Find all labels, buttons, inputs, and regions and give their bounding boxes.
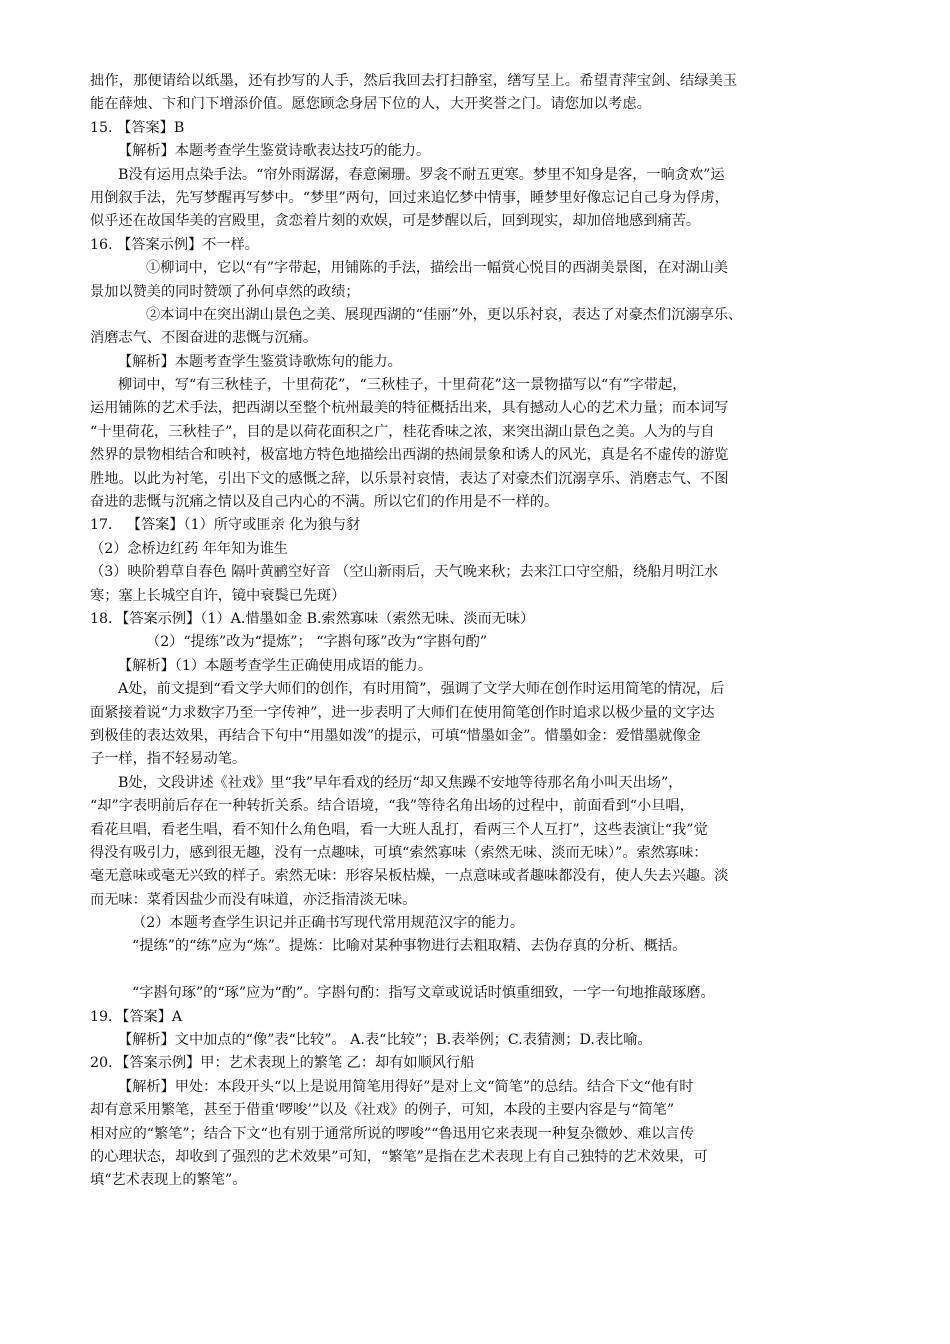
answer-heading-18: 18．【答案示例】（1）A.惜墨如金 B.索然寡味（索然无味、淡而无味） <box>90 610 535 627</box>
text-line: 相对应的“繁笔”；结合下文“也有别于通常所说的啰唆”“鲁迅用它来表现一种复杂微妙、难以言传 <box>90 1125 694 1142</box>
text-line: 用倒叙手法，先写梦醒再写梦中。“梦里”两句，回过来追忆梦中情事，睡梦里好像忘记自己身为俘虏， <box>90 189 729 206</box>
blank-line <box>90 959 862 982</box>
text-line: “却”字表明前后存在一种转折关系。结合语境，“我”等待名角出场的过程中，前面看到“小旦唱， <box>90 798 694 815</box>
text-line: A处，前文提到“看文学大师们的创作，有时用简”，强调了文学大师在创作时运用简笔的情况，后 <box>118 681 725 698</box>
text-line: 寒；塞上长城空自许，镜中衰鬓已先斑） <box>90 587 346 604</box>
text-line: “十里荷花，三秋桂子”，目的是以荷花面积之广，桂花香味之浓，来突出湖山景色之美。人为的与自 <box>90 423 715 440</box>
text-line: 然界的景物相结合和映衬，极富地方特色地描绘出西湖的热闹景象和诱人的风光，真是名不虚传的游览 <box>90 447 729 464</box>
analysis-line: 【解析】本题考查学生鉴赏诗歌表达技巧的能力。 <box>118 143 431 160</box>
text-line: B处，文段讲述《社戏》里“我”早年看戏的经历“却又焦躁不安地等待那名角小叫天出场”， <box>118 774 683 791</box>
text-line: 的心理状态，却收到了强烈的艺术效果”可知，“繁笔”是指在艺术表现上有自己独特的艺术效果，可 <box>90 1148 708 1165</box>
text-line: 奋进的悲慨与沉痛之情以及自己内心的不满。所以它们的作用是不一样的。 <box>90 494 559 511</box>
text-line: 却有意采用繁笔，甚至于借重‘啰唆’”以及《社戏》的例子，可知，本段的主要内容是与“简笔” <box>90 1102 675 1119</box>
text-line: 拙作，那便请给以纸墨，还有抄写的人手，然后我回去打扫静室，缮写呈上。希望青萍宝剑、结绿美玉 <box>90 73 738 89</box>
answer-heading-15: 15. 【答案】B <box>90 119 185 136</box>
analysis-line: 【解析】（1）本题考查学生正确使用成语的能力。 <box>118 657 433 674</box>
text-line: 子一样，指不轻易动笔。 <box>90 751 247 768</box>
text-line: 看花旦唱，看老生唱，看不知什么角色唱，看一大班人乱打，看两三个人互打”，这些表演让“我”觉 <box>90 821 708 838</box>
text-line: B没有运用点染手法。“帘外雨潺潺，春意阑珊。罗衾不耐五更寒。梦里不知身是客，一晌贪欢”运 <box>118 166 725 183</box>
text-line: （3）映阶碧草自春色 隔叶黄鹂空好音 （空山新雨后，天气晚来秋；去来江口守空船，绕船月明江水 <box>90 564 719 581</box>
analysis-line: 【解析】文中加点的“像”表“比较”。 A.表“比较”；B.表举例；C.表猜测；D.表比喻。 <box>118 1032 652 1049</box>
text-line: 柳词中，写“有三秋桂子，十里荷花”，“三秋桂子，十里荷花”这一景物描写以“有”字带起， <box>118 377 687 394</box>
text-line: 填“艺术表现上的繁笔”。 <box>90 1172 247 1189</box>
text-line: 能在薛烛、卞和门下增添价值。愿您顾念身居下位的人，大开奖誉之门。请您加以考虑。 <box>90 96 652 113</box>
text-line: ②本词中在突出湖山景色之美、展现西湖的“佳丽”外，更以乐衬哀，表达了对豪杰们沉溺享乐、 <box>146 306 743 323</box>
text-line: （2）“提练”改为“提炼”； “字斟句琢”改为“字斟句酌” <box>146 634 488 651</box>
answer-heading-16: 16. 【答案示例】不一样。 <box>90 236 259 253</box>
answer-heading-17: 17． 【答案】（1）所守或匪亲 化为狼与豺 <box>90 517 361 534</box>
text-line: 毫无意味或毫无兴致的样子。索然无味：形容呆板枯燥，一点意味或者趣味都没有，使人失去兴趣。淡 <box>90 868 729 885</box>
text-line: 而无味：菜肴因盐少而没有味道，亦泛指清淡无味。 <box>90 891 417 908</box>
text-line: “提练”的“练”应为“炼”。提炼：比喻对某种事物进行去粗取精、去伪存真的分析、概括。 <box>132 938 687 955</box>
answer-heading-20: 20．【答案示例】甲：艺术表现上的繁笔 乙：却有如顺风行船 <box>90 1055 475 1072</box>
text-line: （2）念桥边红药 年年知为谁生 <box>90 540 288 557</box>
text-line: （2）本题考查学生识记并正确书写现代常用规范汉字的能力。 <box>132 915 525 932</box>
answer-heading-19: 19．【答案】A <box>90 1008 183 1025</box>
text-line: 运用铺陈的艺术手法，把西湖以至整个杭州最美的特征概括出来，具有撼动人心的艺术力量；而本词写 <box>90 400 729 417</box>
text-line: ①柳词中，它以“有”字带起，用铺陈的手法，描绘出一幅赏心悦目的西湖美景图，在对湖山美 <box>146 260 729 277</box>
text-line: “字斟句琢”的“琢”应为“酌”。字斟句酌：指写文章或说话时慎重细致，一字一句地推敲琢磨。 <box>132 985 715 1002</box>
text-line: 到极佳的表达效果，再结合下句中“用墨如泼”的提示，可填“惜墨如金”。惜墨如金：爱惜墨就像金 <box>90 727 701 744</box>
text-line: 景加以赞美的同时赞颂了孙何卓然的政绩； <box>90 283 360 300</box>
text-line: 得没有吸引力，感到很无趣，没有一点趣味，可填“索然寡味（索然无味、淡而无味）”。索然寡味： <box>90 844 708 861</box>
analysis-line: 【解析】本题考查学生鉴赏诗歌炼句的能力。 <box>118 353 402 370</box>
text-line: 面紧接着说“力求数字乃至一字传神”，进一步表明了大师们在使用简笔创作时追求以极少量的文字达 <box>90 704 715 721</box>
text-line: 似乎还在故国华美的宫殿里，贪恋着片刻的欢娱，可是梦醒以后，回到现实，却加倍地感到痛苦。 <box>90 213 701 230</box>
text-line: 胜地。以此为衬笔，引出下文的感慨之辞，以乐景衬哀情，表达了对豪杰们沉溺享乐、消磨志气、不图 <box>90 470 729 487</box>
analysis-line: 【解析】甲处：本段开头“以上是说用简笔用得好”是对上文“简笔”的总结。结合下文“他有时 <box>118 1078 694 1095</box>
text-line: 消磨志气、不图奋进的悲慨与沉痛。 <box>90 330 318 347</box>
